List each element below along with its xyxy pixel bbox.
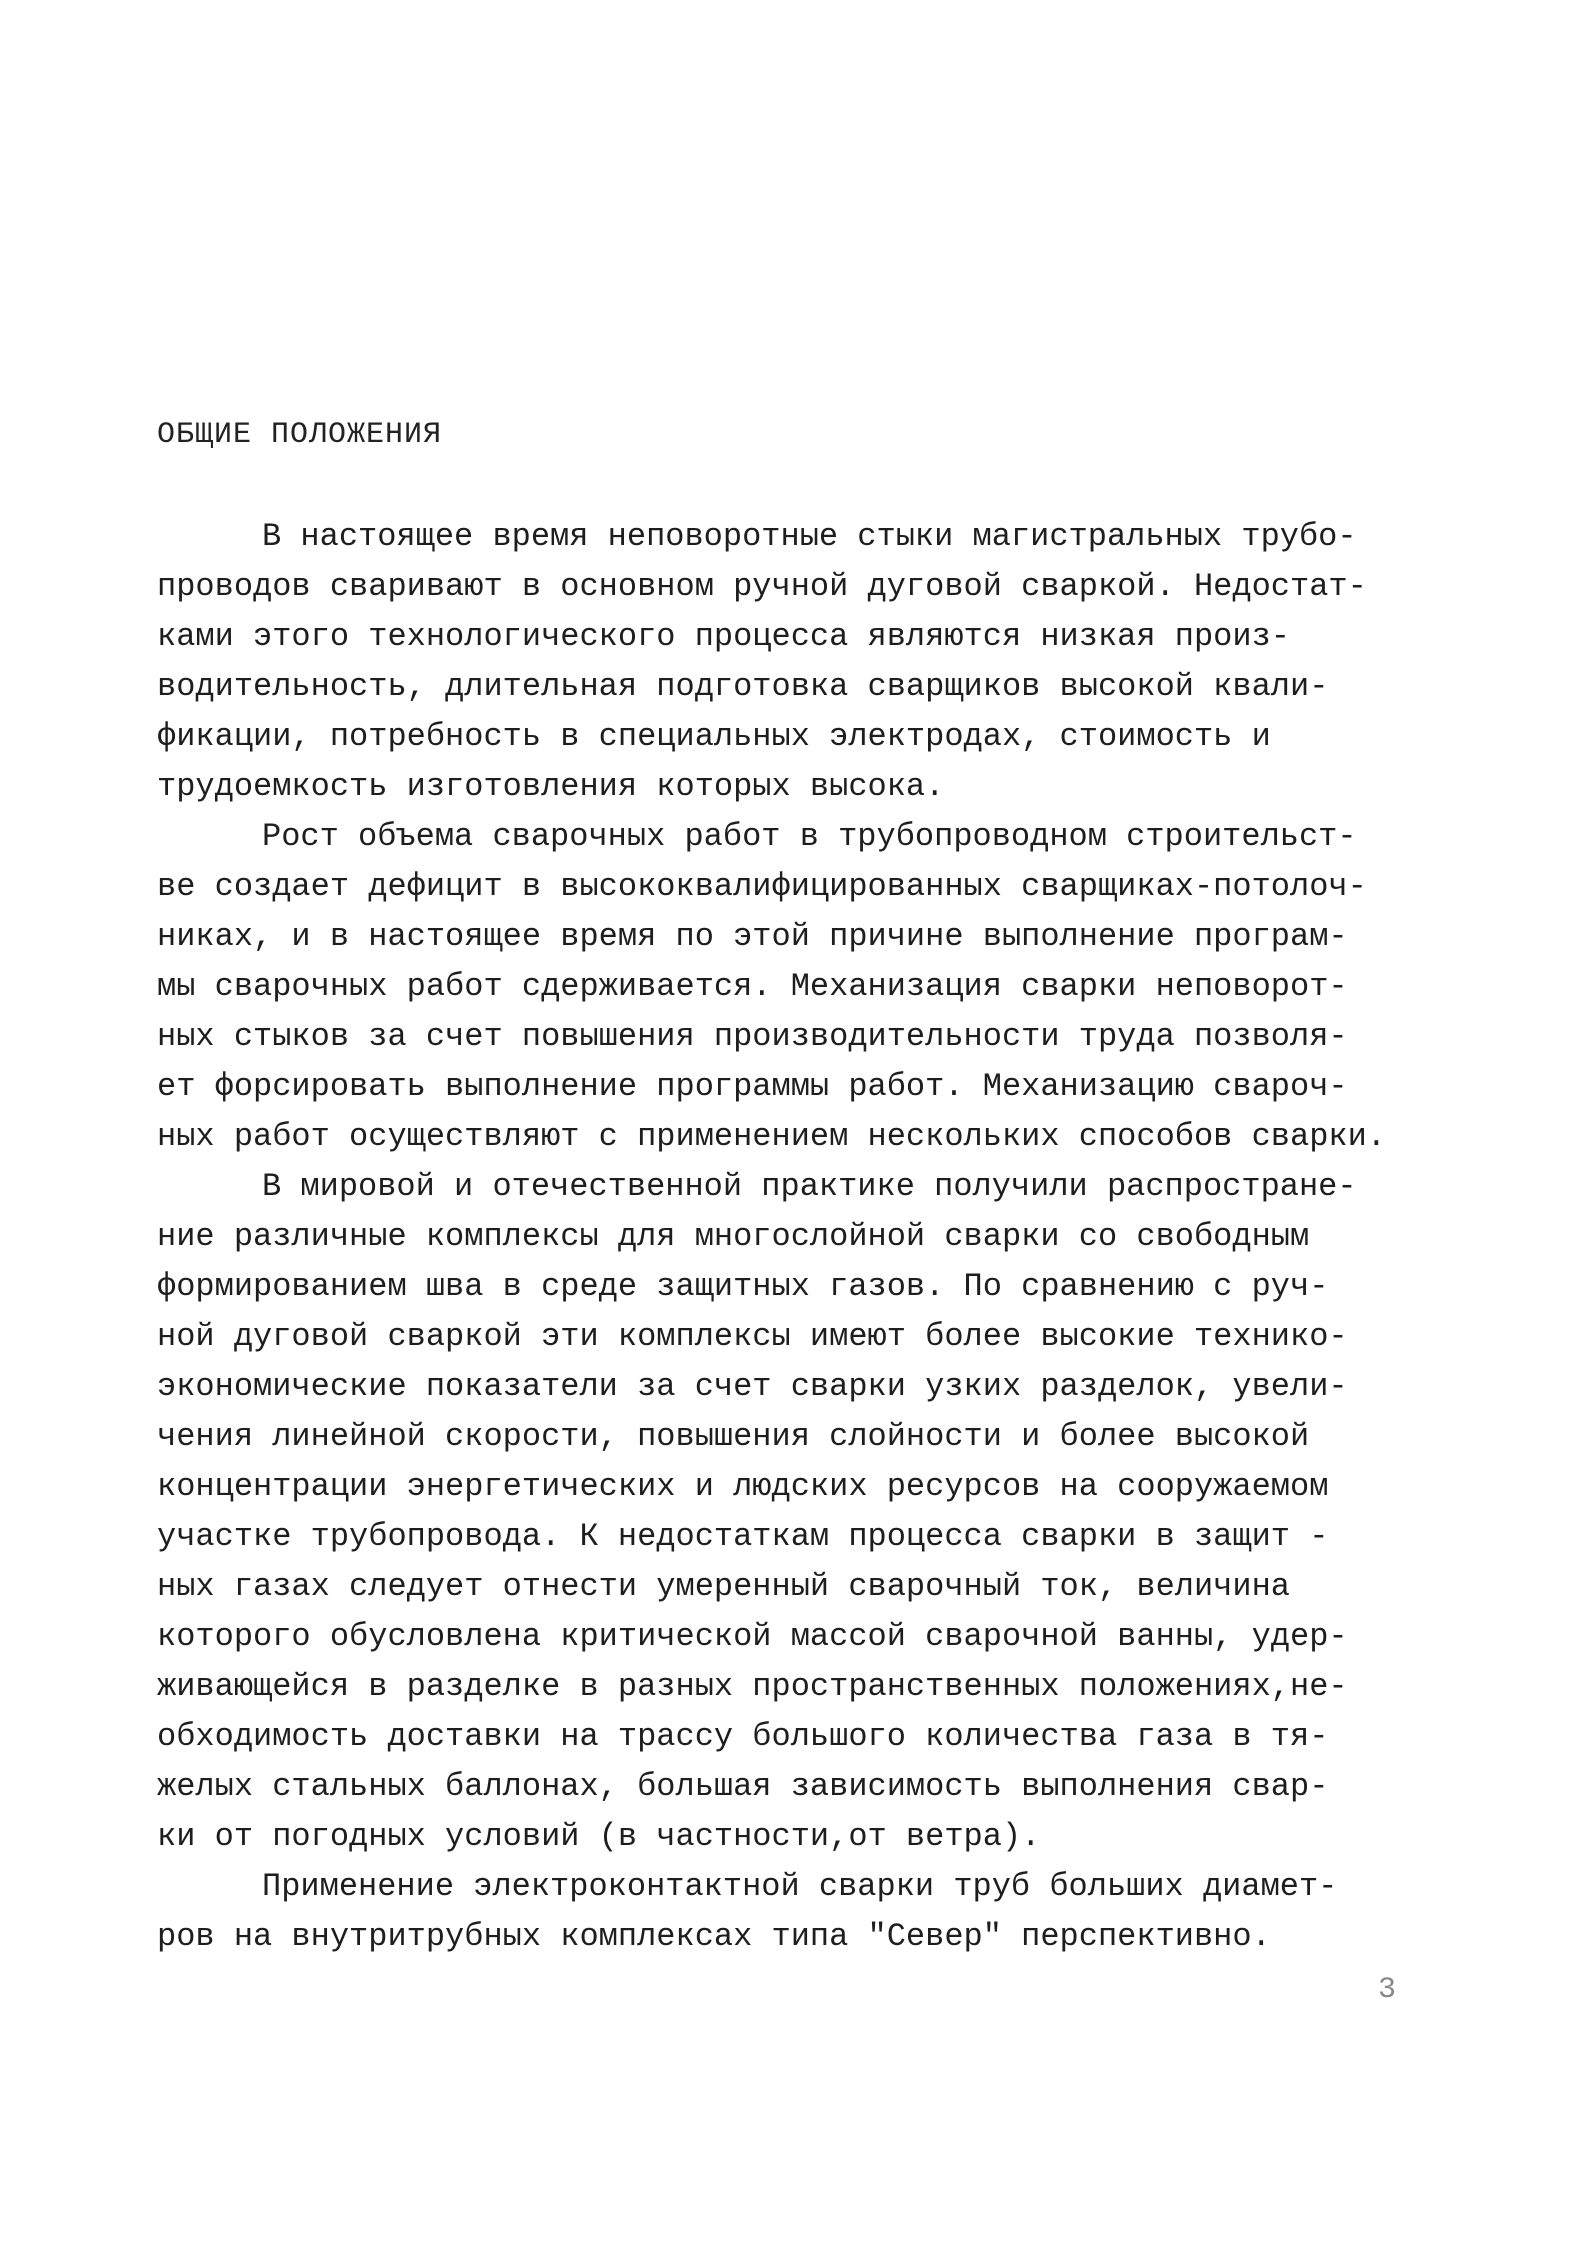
text-line: никах, и в настоящее время по этой причине выполнение програм- bbox=[157, 918, 1348, 955]
text-line: ве создает дефицит в высококвалифицированных сварщиках-потолоч- bbox=[157, 868, 1367, 905]
text-line: ных работ осуществляют с применением нескольких способов сварки. bbox=[157, 1118, 1386, 1155]
text-line: которого обусловлена критической массой сварочной ванны, удер- bbox=[157, 1618, 1348, 1655]
text-line: экономические показатели за счет сварки узких разделок, увели- bbox=[157, 1368, 1348, 1405]
text-line: ет форсировать выполнение программы работ. Механизацию свароч- bbox=[157, 1068, 1348, 1105]
text-line: ние различные комплексы для многослойной сварки со свободным bbox=[157, 1218, 1310, 1255]
text-line: ками этого технологического процесса являются низкая произ- bbox=[157, 618, 1290, 655]
section-heading: ОБЩИЕ ПОЛОЖЕНИЯ bbox=[157, 418, 443, 452]
text-line: живающейся в разделке в разных пространственных положениях,не- bbox=[157, 1668, 1348, 1705]
text-line: ных газах следует отнести умеренный сварочный ток, величина bbox=[157, 1568, 1290, 1605]
text-line: обходимость доставки на трассу большого количества газа в тя- bbox=[157, 1718, 1329, 1755]
page-number: 3 bbox=[1378, 1973, 1397, 2007]
text-line: чения линейной скорости, повышения слойности и более высокой bbox=[157, 1418, 1310, 1455]
text-line: Рост объема сварочных работ в трубопроводном строительст- bbox=[262, 818, 1357, 855]
text-line: Применение электроконтактной сварки труб больших диамет- bbox=[262, 1868, 1338, 1905]
text-line: концентрации энергетических и людских ресурсов на сооружаемом bbox=[157, 1468, 1329, 1505]
text-line: ров на внутритрубных комплексах типа "Север" перспективно. bbox=[157, 1918, 1271, 1955]
text-line: мы сварочных работ сдерживается. Механизация сварки неповорот- bbox=[157, 968, 1348, 1005]
text-line: участке трубопровода. К недостаткам процесса сварки в защит - bbox=[157, 1518, 1329, 1555]
body-text bbox=[157, 512, 1457, 1962]
text-line: водительность, длительная подготовка сварщиков высокой квали- bbox=[157, 668, 1329, 705]
text-line: фикации, потребность в специальных электродах, стоимость и bbox=[157, 718, 1271, 755]
text-line: проводов сваривают в основном ручной дуговой сваркой. Недостат- bbox=[157, 568, 1367, 605]
text-line: В мировой и отечественной практике получили распростране- bbox=[262, 1168, 1357, 1205]
text-line: формированием шва в среде защитных газов. По сравнению с руч- bbox=[157, 1268, 1329, 1305]
text-line: ных стыков за счет повышения производительности труда позволя- bbox=[157, 1018, 1348, 1055]
text-line: желых стальных баллонах, большая зависимость выполнения свар- bbox=[157, 1768, 1329, 1805]
text-line: В настоящее время неповоротные стыки магистральных трубо- bbox=[262, 518, 1357, 555]
text-line: трудоемкость изготовления которых высока. bbox=[157, 768, 945, 805]
text-line: ной дуговой сваркой эти комплексы имеют более высокие технико- bbox=[157, 1318, 1348, 1355]
text-line: ки от погодных условий (в частности,от ветра). bbox=[157, 1818, 1041, 1855]
